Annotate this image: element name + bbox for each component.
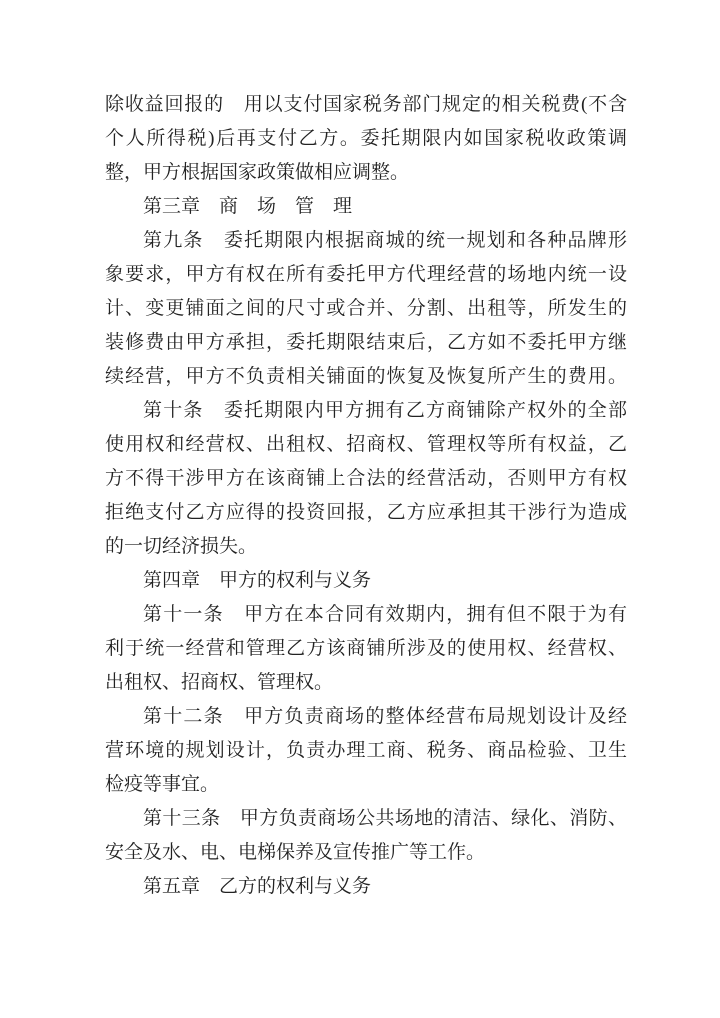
doc-line-1: 除收益回报的 用以支付国家税务部门规定的相关税费(不含 <box>105 94 627 115</box>
clause-12-line-3: 检疫等事宜。 <box>105 774 220 795</box>
clause-9-line-2: 象要求，甲方有权在所有委托甲方代理经营的场地内统一设 <box>105 264 627 285</box>
clause-11-line-2: 利于统一经营和管理乙方该商铺所涉及的使用权、经营权、 <box>105 638 627 659</box>
clause-11-line-1: 第十一条 甲方在本合同有效期内，拥有但不限于为有 <box>143 604 627 625</box>
chapter-5-heading: 第五章 乙方的权利与义务 <box>143 876 372 897</box>
clause-12-line-1: 第十二条 甲方负责商场的整体经营布局规划设计及经 <box>143 706 627 727</box>
clause-13-line-1: 第十三条 甲方负责商场公共场地的清洁、绿化、消防、 <box>143 808 627 829</box>
doc-line-2: 个人所得税)后再支付乙方。委托期限内如国家税收政策调 <box>105 128 627 149</box>
clause-9-line-1: 第九条 委托期限内根据商城的统一规划和各种品牌形 <box>143 230 627 251</box>
clause-10-line-4: 拒绝支付乙方应得的投资回报，乙方应承担其干涉行为造成 <box>105 502 627 523</box>
contract-text-block <box>105 88 627 904</box>
clause-11-line-3: 出租权、招商权、管理权。 <box>105 672 334 693</box>
clause-10-line-3: 方不得干涉甲方在该商铺上合法的经营活动，否则甲方有权 <box>105 468 627 489</box>
clause-9-line-3: 计、变更铺面之间的尺寸或合并、分割、出租等，所发生的 <box>105 298 627 319</box>
clause-9-line-4: 装修费由甲方承担，委托期限结束后，乙方如不委托甲方继 <box>105 332 627 353</box>
doc-line-3: 整，甲方根据国家政策做相应调整。 <box>105 162 410 183</box>
clause-10-line-1: 第十条 委托期限内甲方拥有乙方商铺除产权外的全部 <box>143 400 627 421</box>
clause-13-line-2: 安全及水、电、电梯保养及宣传推广等工作。 <box>105 842 486 863</box>
chapter-4-heading: 第四章 甲方的权利与义务 <box>143 570 372 591</box>
chapter-3-heading: 第三章 商 场 管 理 <box>143 196 353 217</box>
clause-10-line-5: 的一切经济损失。 <box>105 536 258 557</box>
clause-10-line-2: 使用权和经营权、出租权、招商权、管理权等所有权益，乙 <box>105 434 627 455</box>
clause-12-line-2: 营环境的规划设计，负责办理工商、税务、商品检验、卫生 <box>105 740 627 761</box>
clause-9-line-5: 续经营，甲方不负责相关铺面的恢复及恢复所产生的费用。 <box>105 366 627 387</box>
